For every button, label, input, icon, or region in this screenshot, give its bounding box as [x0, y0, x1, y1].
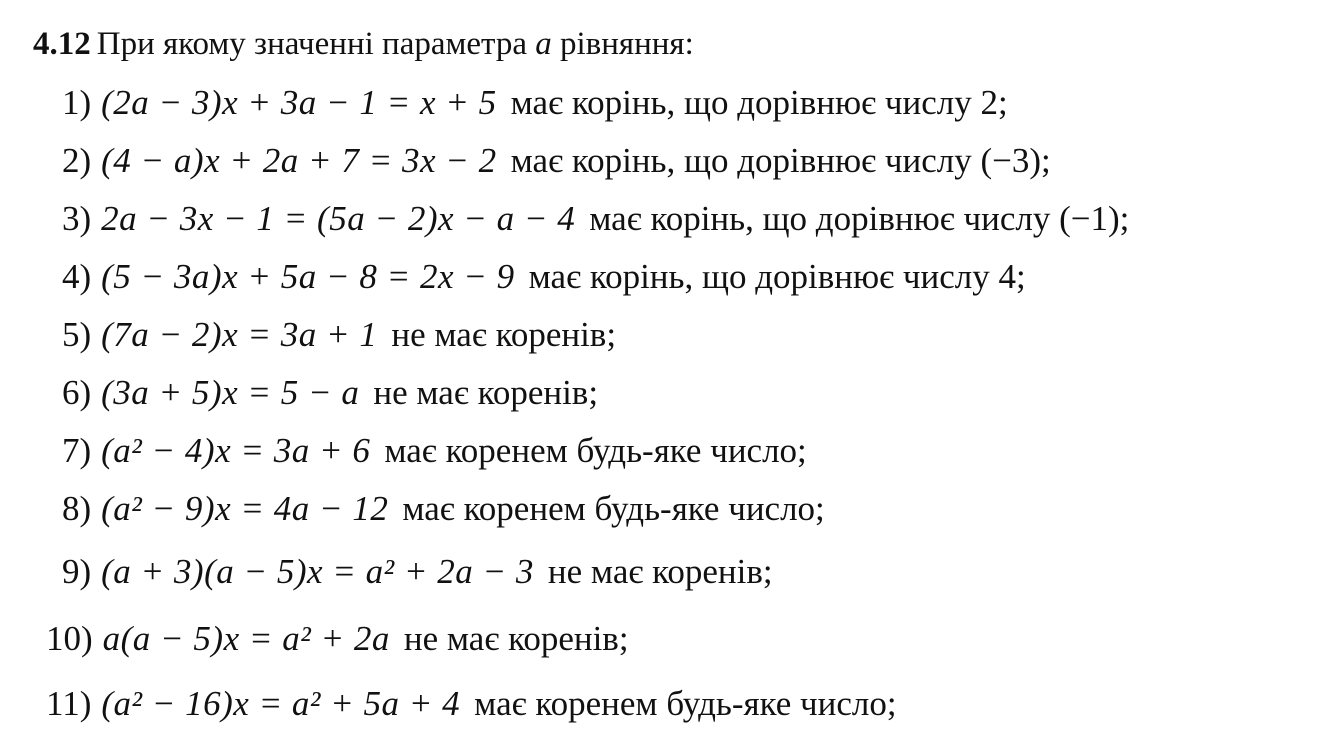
- problem-item: [62, 248, 1026, 306]
- problem-equation: (5 − 3a)x + 5a − 8 = 2x − 9: [101, 257, 515, 296]
- problem-equation: 2a − 3x − 1 = (5a − 2)x − a − 4: [101, 199, 576, 238]
- problem-label: 9): [62, 552, 92, 591]
- problem-condition: не має коренів;: [373, 373, 599, 412]
- problem-item: [62, 74, 1008, 132]
- problem-item: [62, 543, 773, 601]
- exercise-number: 4.12: [33, 26, 91, 62]
- problem-condition: має коренем будь-яке число;: [384, 431, 807, 470]
- problem-condition: має коренем будь-яке число;: [402, 489, 825, 528]
- problem-item: [46, 675, 897, 733]
- problem-condition: не має коренів;: [403, 619, 629, 658]
- problem-condition: має коренем будь-яке число;: [474, 684, 897, 723]
- problem-item: [62, 480, 825, 538]
- problem-item: [62, 306, 616, 364]
- problem-equation: (a² − 9)x = 4a − 12: [101, 489, 389, 528]
- problem-condition: має корінь, що дорівнює числу (−3);: [510, 141, 1051, 180]
- problem-equation: (4 − a)x + 2a + 7 = 3x − 2: [101, 141, 497, 180]
- problem-label: 3): [62, 199, 92, 238]
- problem-equation: (a² − 4)x = 3a + 6: [101, 431, 371, 470]
- exercise-heading: [33, 22, 694, 66]
- problem-label: 8): [62, 489, 92, 528]
- problem-item: [62, 190, 1129, 248]
- problem-label: 11): [46, 684, 92, 723]
- problem-label: 4): [62, 257, 92, 296]
- problem-equation: (a + 3)(a − 5)x = a² + 2a − 3: [101, 552, 534, 591]
- problem-equation: (7a − 2)x = 3a + 1: [101, 315, 378, 354]
- problem-equation: (2a − 3)x + 3a − 1 = x + 5: [101, 83, 497, 122]
- problem-label: 6): [62, 373, 92, 412]
- problem-item: [62, 132, 1051, 190]
- problem-condition: не має коренів;: [547, 552, 773, 591]
- problem-equation: a(a − 5)x = a² + 2a: [102, 619, 390, 658]
- problem-equation: (a² − 16)x = a² + 5a + 4: [101, 684, 461, 723]
- heading-text-after: рівняння:: [551, 26, 694, 62]
- problem-condition: має корінь, що дорівнює числу (−1);: [589, 199, 1130, 238]
- problem-condition: не має коренів;: [391, 315, 617, 354]
- heading-text-before: При якому значенні параметра: [96, 26, 536, 62]
- problem-label: 10): [46, 619, 93, 658]
- problem-item: [62, 422, 807, 480]
- problem-item: [46, 610, 629, 668]
- problem-condition: має корінь, що дорівнює числу 2;: [510, 83, 1008, 122]
- problem-item: [62, 364, 598, 422]
- problem-label: 7): [62, 431, 92, 470]
- problem-label: 5): [62, 315, 92, 354]
- problem-equation: (3a + 5)x = 5 − a: [101, 373, 360, 412]
- problem-condition: має корінь, що дорівнює числу 4;: [528, 257, 1026, 296]
- heading-param: a: [535, 26, 552, 62]
- problem-label: 2): [62, 141, 92, 180]
- problem-label: 1): [62, 83, 92, 122]
